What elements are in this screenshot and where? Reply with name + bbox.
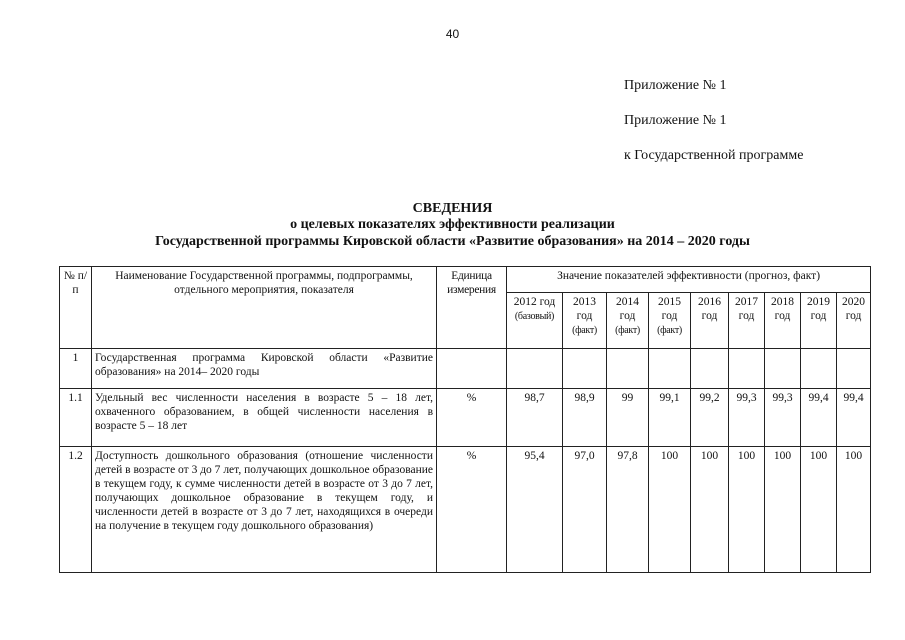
appendix-line-1: Приложение № 1 xyxy=(624,78,727,93)
header-values-group: Значение показателей эффективности (прогноз, факт) xyxy=(507,267,871,293)
appendix-line-3: к Государственной программе xyxy=(624,148,804,163)
header-year-2020: 2020 год xyxy=(837,293,871,349)
row-value-2020: 99,4 xyxy=(837,389,871,447)
row-value-2019 xyxy=(801,349,837,389)
heading-line-2: о целевых показателях эффективности реализации xyxy=(290,217,615,232)
heading-line-3: Государственной программы Кировской области «Развитие образования» на 2014 – 2020 годы xyxy=(155,234,750,249)
header-unit: Единица измерения xyxy=(437,267,507,349)
header-year-2017: 2017 год xyxy=(729,293,765,349)
row-value-2016 xyxy=(691,349,729,389)
row-value-2018: 99,3 xyxy=(765,389,801,447)
header-year-2012: 2012 год (базовый) xyxy=(507,293,563,349)
row-num: 1.2 xyxy=(60,447,92,573)
row-value-2020 xyxy=(837,349,871,389)
row-value-2020: 100 xyxy=(837,447,871,573)
table-row xyxy=(60,389,871,447)
header-year-2013: 2013 год (факт) xyxy=(563,293,607,349)
table-row xyxy=(60,447,871,573)
row-value-2013: 97,0 xyxy=(563,447,607,573)
row-name: Удельный вес численности населения в возрасте 5 – 18 лет, охваченного образованием, в общей численности населения в возрасте 5 – 18 лет xyxy=(92,389,437,447)
table-row xyxy=(60,349,871,389)
row-value-2014: 99 xyxy=(607,389,649,447)
row-value-2019: 100 xyxy=(801,447,837,573)
row-num: 1.1 xyxy=(60,389,92,447)
header-year-2016: 2016 год xyxy=(691,293,729,349)
row-value-2013: 98,9 xyxy=(563,389,607,447)
row-name: Доступность дошкольного образования (отношение численности детей в возрасте от 3 до 7 лет, получающих дошкольное образование в текущем году, к сумме численности детей в возрасте от 3 до 7 лет, получающих дошкольное образование в текущем году, и численности детей в возрасте от 3 до 7 лет, находящихся в очереди на получение в текущем году дошкольного образования) xyxy=(92,447,437,573)
header-year-2019: 2019 год xyxy=(801,293,837,349)
row-unit: % xyxy=(437,447,507,573)
row-value-2017 xyxy=(729,349,765,389)
heading-title: СВЕДЕНИЯ xyxy=(412,201,493,216)
row-value-2015: 100 xyxy=(649,447,691,573)
row-unit: % xyxy=(437,389,507,447)
row-value-2015 xyxy=(649,349,691,389)
row-value-2016: 99,2 xyxy=(691,389,729,447)
header-year-2015: 2015 год (факт) xyxy=(649,293,691,349)
header-year-2014: 2014 год (факт) xyxy=(607,293,649,349)
page-number: 40 xyxy=(445,27,460,41)
row-value-2013 xyxy=(563,349,607,389)
header-name: Наименование Государственной программы, подпрограммы, отдельного мероприятия, показателя xyxy=(92,267,437,349)
header-year-2018: 2018 год xyxy=(765,293,801,349)
row-value-2012: 98,7 xyxy=(507,389,563,447)
row-unit xyxy=(437,349,507,389)
row-name: Государственная программа Кировской области «Развитие образования» на 2014– 2020 годы xyxy=(92,349,437,389)
row-value-2012: 95,4 xyxy=(507,447,563,573)
row-value-2017: 99,3 xyxy=(729,389,765,447)
header-num: № п/п xyxy=(60,267,92,349)
row-value-2012 xyxy=(507,349,563,389)
row-value-2018: 100 xyxy=(765,447,801,573)
row-value-2018 xyxy=(765,349,801,389)
indicators-table xyxy=(59,266,871,573)
row-value-2014 xyxy=(607,349,649,389)
row-value-2015: 99,1 xyxy=(649,389,691,447)
appendix-line-2: Приложение № 1 xyxy=(624,113,727,128)
row-value-2014: 97,8 xyxy=(607,447,649,573)
row-num: 1 xyxy=(60,349,92,389)
row-value-2016: 100 xyxy=(691,447,729,573)
row-value-2019: 99,4 xyxy=(801,389,837,447)
row-value-2017: 100 xyxy=(729,447,765,573)
